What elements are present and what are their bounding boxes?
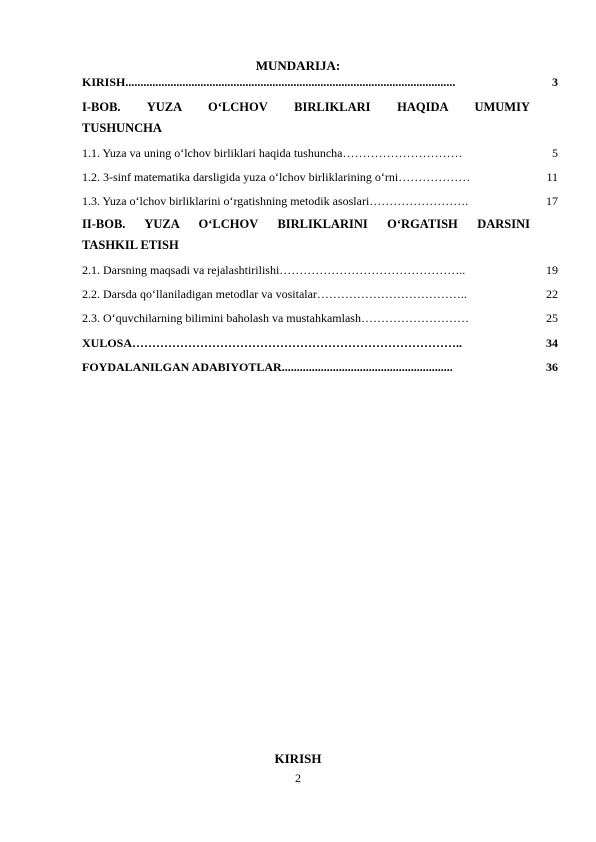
toc-entry-text: FOYDALANILGAN ADABIYOTLAR......................................................... [82, 360, 453, 374]
section-heading-kirish: KIRISH [274, 751, 322, 766]
toc-entry-2-1[interactable] [82, 262, 558, 278]
toc-entry-1-1[interactable] [82, 145, 558, 161]
toc-entry-page: 11 [546, 170, 558, 184]
toc-entry-text: 1.2. 3-sinf matematika darsligida yuza o‘lchov birliklarining o‘rni……………… [82, 170, 471, 184]
toc-chapter-heading [82, 97, 530, 139]
toc-chapter-line1: I-BOB. YUZA O‘LCHOV BIRLIKLARI HAQIDA UMUMIY [82, 100, 530, 114]
toc-entry-2-2[interactable] [82, 286, 558, 302]
table-of-contents [82, 74, 558, 375]
toc-entry-1-2[interactable] [82, 169, 558, 185]
toc-entry-text: 1.1. Yuza va uning o‘lchov birliklari haqida tushuncha………………………… [82, 146, 463, 160]
toc-entry-page: 3 [552, 75, 558, 89]
toc-entry-text: 2.3. O‘quvchilarning bilimini baholash va mustahkamlash……………………… [82, 311, 469, 325]
toc-entry-2-3[interactable] [82, 310, 558, 326]
toc-entry-page: 22 [546, 287, 558, 301]
toc-chapter-1[interactable] [82, 97, 558, 139]
toc-chapter-line1: II-BOB. YUZA O‘LCHOV BIRLIKLARINI O‘RGATISH DARSINI [82, 217, 530, 231]
toc-entry-page: 17 [546, 194, 558, 208]
toc-chapter-line2: TASHKIL ETISH [82, 238, 179, 252]
toc-entry-page: 36 [546, 360, 558, 374]
toc-entry-1-3[interactable] [82, 193, 558, 209]
toc-entry-text: 2.1. Darsning maqsadi va rejalashtirilishi……………………………………….. [82, 263, 466, 277]
toc-entry-page: 5 [552, 146, 558, 160]
toc-entry-xulosa[interactable] [82, 335, 558, 351]
toc-chapter-line2: TUSHUNCHA [82, 121, 162, 135]
toc-chapter-heading [82, 214, 530, 256]
toc-entry-page: 19 [546, 263, 558, 277]
toc-entry-page: 25 [546, 311, 558, 325]
page-number: 2 [295, 771, 301, 785]
toc-entry-text: KIRISH.............................................................................................................. [82, 75, 456, 89]
toc-entry-kirish[interactable] [82, 74, 558, 90]
toc-entry-adabiyotlar[interactable] [82, 359, 558, 375]
toc-entry-page: 34 [546, 336, 558, 350]
toc-entry-text: XULOSA……………………………………………………………………….. [82, 336, 463, 350]
toc-entry-text: 2.2. Darsda qo‘llaniladigan metodlar va vositalar……………………………….. [82, 287, 467, 301]
toc-chapter-2[interactable] [82, 214, 558, 256]
toc-entry-text: 1.3. Yuza o‘lchov birliklarini o‘rgatishning metodik asoslari……………………. [82, 194, 469, 208]
page-title: MUNDARIJA: [255, 58, 341, 73]
